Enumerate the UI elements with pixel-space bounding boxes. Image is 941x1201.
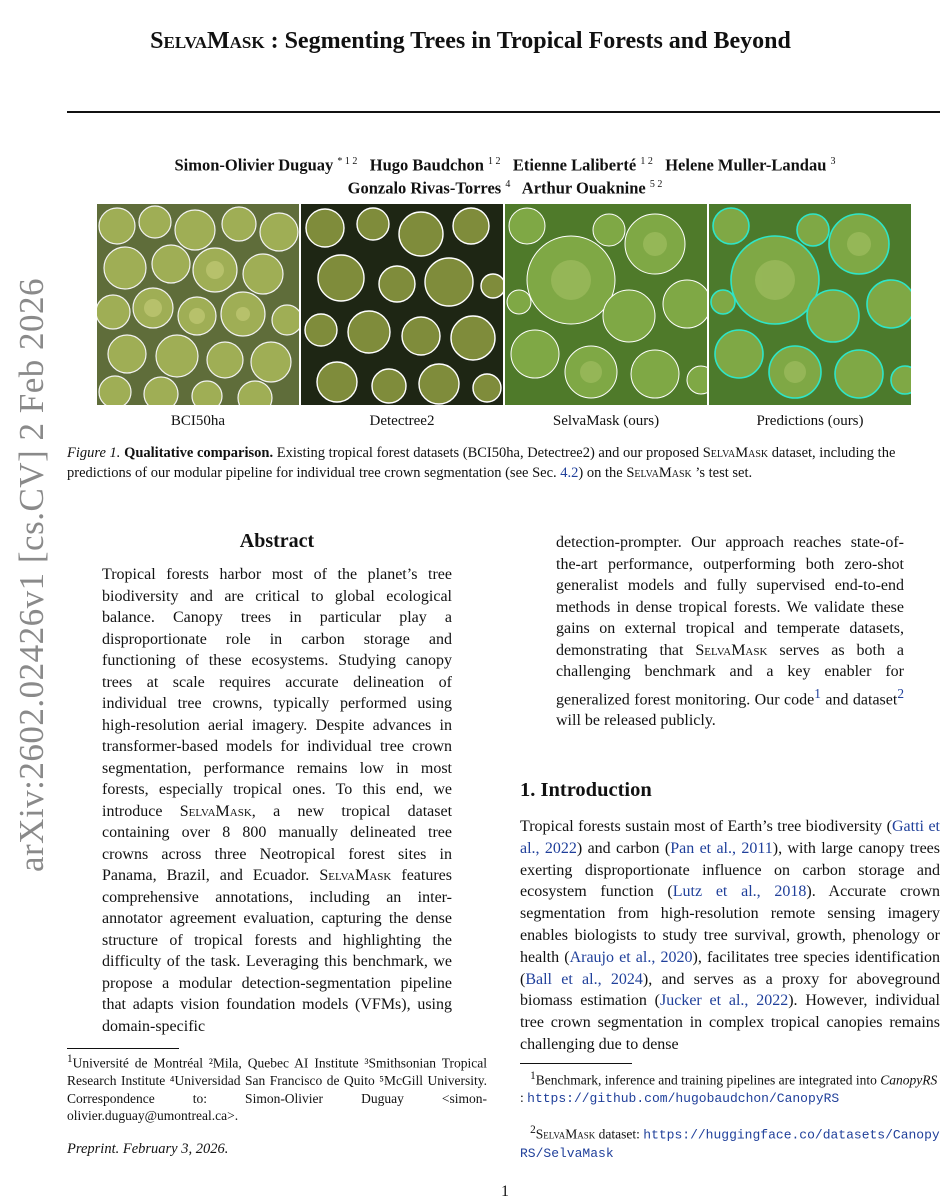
authors-line-2 <box>0 173 941 200</box>
citation-link[interactable]: Pan et al., 2011 <box>670 839 773 857</box>
footnote-rule-right <box>520 1063 632 1064</box>
abstract-text: will be released publicly. <box>556 712 716 730</box>
intro-text: Tropical forests sustain most of Earth’s tree biodiversity ( <box>520 818 892 835</box>
abstract-continuation <box>556 532 904 732</box>
caption-text: ’s test set. <box>695 464 753 481</box>
caption-text: dataset, including the predictions of our modular pipeline for individual tree crown segmentation (see Sec. <box>67 445 896 481</box>
citation-link[interactable]: Jucker et al., 2022 <box>660 992 789 1010</box>
huggingface-link[interactable]: https://huggingface.co/datasets/CanopyRS/SelvaMask <box>520 1127 940 1161</box>
author-name: Arthur Ouaknine <box>521 178 646 198</box>
author-aff: 1 2 <box>488 156 501 167</box>
figure-caption <box>67 444 940 483</box>
panel-caption: BCI50ha <box>170 413 226 429</box>
title-rest: : Segmenting Trees in Tropical Forests and Beyond <box>264 28 791 54</box>
abstract-selvamask: SelvaMask <box>695 641 768 659</box>
abstract-text: and dataset <box>825 690 898 708</box>
paper-title <box>0 28 941 55</box>
abstract-text: , a new tropical dataset containing over 8 800 manually delineated tree crowns across three Neotropical forest sites in Panama, Brazil, and Ecuador. <box>102 802 453 884</box>
abstract-text: features comprehensive annotations, including an inter-annotator agreement evaluation, capturing the dense structure of tropical forests and highlighting the difficulty of the task. Leveraging this benchmark, we propose a modular detection-segmentation pipeline that adapts vision foundation models (VFMs), using domain-specific <box>102 867 453 1035</box>
panel-caption: Detectree2 <box>369 413 435 429</box>
github-link[interactable]: https://github.com/hugobaudchon/CanopyRS <box>527 1091 840 1106</box>
author-aff: 3 <box>830 156 836 167</box>
caption-selvamask: SelvaMask <box>702 445 769 461</box>
footnote-italic: CanopyRS <box>880 1072 938 1088</box>
affiliations-footnote <box>67 1051 487 1125</box>
introduction-body <box>520 816 940 1056</box>
intro-text: ), facilitates tree species identification ( <box>520 948 941 988</box>
title-selvamask: SelvaMask <box>150 28 265 54</box>
citation-link[interactable]: Gatti et al., 2022 <box>520 818 940 857</box>
citation-link[interactable]: Araujo et al., 2020 <box>569 948 693 966</box>
footnote-marker[interactable]: 1 <box>814 685 821 701</box>
footnote-2 <box>520 1122 940 1163</box>
panel-caption: Predictions (ours) <box>756 413 864 429</box>
abstract-text: Tropical forests harbor most of the planet’s tree biodiversity and are critical to global ecological balance. Canopy trees in particular play a disproportionate role in carbon storage and functioning of these ecosystems. Studying canopy trees at scale requires accurate delineation of individual tree crowns, typically performed using high-resolution aerial imagery. Despite advances in transformer-based models for individual tree crown segmentation, performance remains low in most forests, especially tropical ones. To this end, we introduce <box>102 566 452 820</box>
author-aff: * 1 2 <box>337 156 358 167</box>
preprint-date: Preprint. February 3, 2026. <box>67 1141 229 1157</box>
footnote-number: 1 <box>67 1053 73 1065</box>
section-ref-link[interactable]: 4.2 <box>560 464 579 481</box>
abstract-text: serves as both a challenging benchmark and a key enabler for generalized forest monitoring. Our code <box>556 641 905 708</box>
intro-text: ), and serves as a proxy for aboveground biomass estimation ( <box>520 970 941 1010</box>
footnote-marker[interactable]: 2 <box>897 685 904 701</box>
footnote-1 <box>520 1068 940 1108</box>
caption-text: ) on the <box>578 464 623 481</box>
author-name: Etienne Laliberté <box>512 155 637 175</box>
figure-panel-bci50ha <box>97 204 299 405</box>
abstract-heading: Abstract <box>239 530 315 552</box>
author-aff: 5 2 <box>649 179 663 190</box>
intro-text: ). Accurate crown segmentation from high-resolution remote sensing imagery enables biologists to study tree survival, growth, phenology or health ( <box>520 883 940 966</box>
abstract-selvamask: SelvaMask <box>179 802 252 820</box>
footnote-text: dataset: <box>595 1126 644 1142</box>
intro-text: ). However, individual tree crown segmentation in complex tropical canopies remains challenging due to dense <box>520 992 940 1053</box>
author-name: Helene Muller-Landau <box>665 155 827 175</box>
figure-panel-selvamask <box>505 204 707 405</box>
footnote-number: 1 <box>530 1070 536 1082</box>
footnote-number: 2 <box>530 1124 536 1136</box>
figure-label: Figure 1. <box>67 445 121 461</box>
author-name: Gonzalo Rivas-Torres <box>347 178 502 198</box>
affiliations-text: Université de Montréal ²Mila, Quebec AI Institute ³Smithsonian Tropical Research Institute ⁴Universidad San Francisco de Quito ⁵McGill University. Correspondence to: Simon-Olivier Duguay <simon-olivier.duguay@umontreal.ca>. <box>67 1055 487 1123</box>
canopy-image-4 <box>709 204 911 405</box>
author-name: Simon-Olivier Duguay <box>174 155 334 175</box>
abstract-text: detection-prompter. Our approach reaches state-of-the-art performance, outperforming both zero-shot generalist models and fully supervised end-to-end methods in dense tropical forests. We validate these gains on external tropical and temperate datasets, demonstrating that <box>556 534 904 659</box>
canopy-image-1 <box>97 204 299 405</box>
canopy-image-3 <box>505 204 707 405</box>
footnote-selvamask: SelvaMask <box>535 1126 596 1142</box>
footnote-text: : <box>520 1090 528 1105</box>
canopy-image-2 <box>301 204 503 405</box>
footnote-text: Benchmark, inference and training pipelines are integrated into <box>535 1072 877 1088</box>
author-aff: 4 <box>505 179 511 190</box>
abstract-selvamask: SelvaMask <box>319 867 392 884</box>
citation-link[interactable]: Lutz et al., 2018 <box>672 883 807 901</box>
arxiv-stamp: arXiv:2602.02426v1 [cs.CV] 2 Feb 2026 <box>12 278 51 873</box>
figure-panel-detectree2 <box>301 204 503 405</box>
intro-text: ), with large canopy trees exerting disproportionate influence on carbon storage and ecosystem function ( <box>520 839 940 901</box>
section-heading-introduction: 1. Introduction <box>520 779 652 801</box>
author-aff: 1 2 <box>640 156 653 167</box>
page-number: 1 <box>501 1183 509 1200</box>
abstract-body <box>102 564 452 1037</box>
footnote-rule-left <box>67 1048 179 1049</box>
intro-text: ) and carbon ( <box>576 839 671 857</box>
author-name: Hugo Baudchon <box>369 155 484 175</box>
caption-selvamask: SelvaMask <box>626 464 692 481</box>
figure-caption-bold: Qualitative comparison. <box>124 445 274 461</box>
citation-link[interactable]: Ball et al., 2024 <box>525 970 643 988</box>
title-rule <box>67 111 940 113</box>
caption-text: Existing tropical forest datasets (BCI50ha, Detectree2) and our proposed <box>276 445 700 461</box>
figure-panel-predictions <box>709 204 911 405</box>
panel-caption: SelvaMask (ours) <box>552 413 660 429</box>
